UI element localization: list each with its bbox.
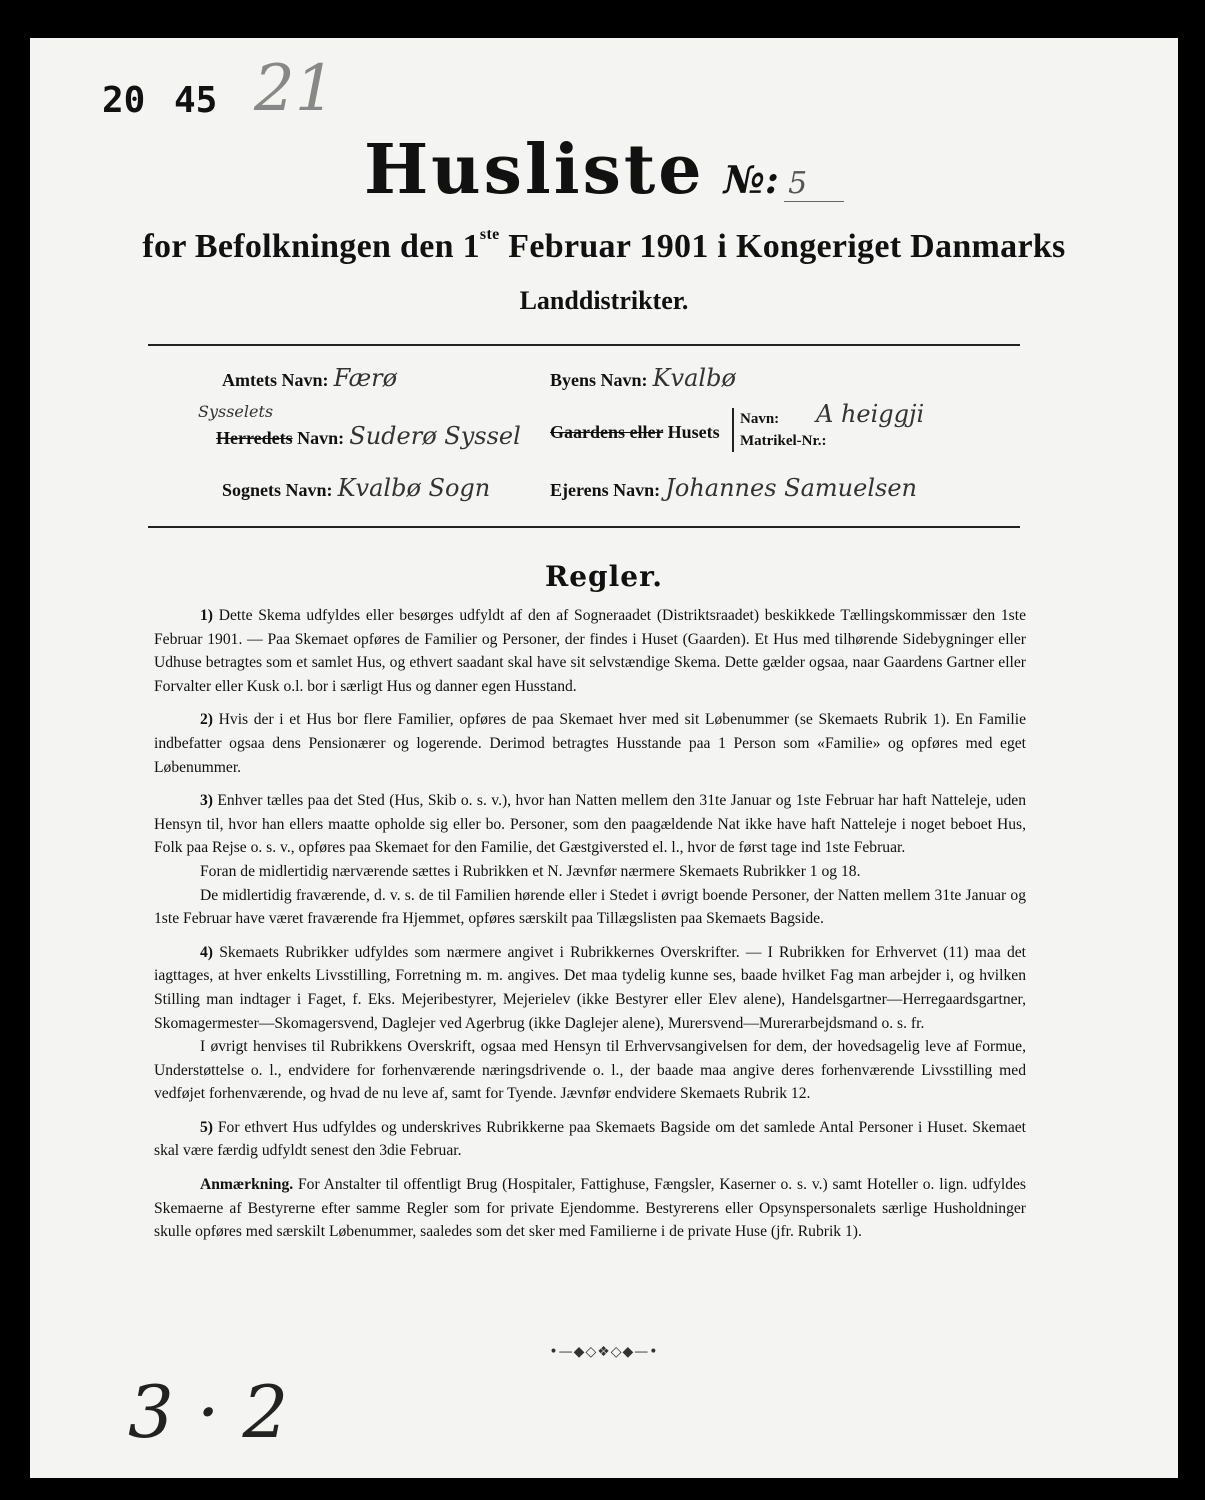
rules-title: Regler. [544, 560, 664, 593]
form-title-row [30, 130, 1178, 210]
by-label: Byens Navn: [550, 370, 648, 390]
handwritten-archive-number: 21 [254, 52, 336, 126]
field-sogn [222, 474, 490, 502]
ejer-value: Johannes Samuelsen [665, 474, 917, 502]
rule-3: 3) Enhver tælles paa det Sted (Hus, Skib o. s. v.), hvor han Natten mellem den 31te Januar og 1ste Februar har haft Natteleje, uden Hensyn til, hvor han ellers maatte opholde sig eller bo. Personer, som den paagældende Nat ikke have haft Natteleje i noget beboet Hus, Folk paa Rejse o. s. v., opføres paa Skemaet for den Familie, det Gæstgiversted el. l., hvor de først tage ind 1ste Februar. [154, 792, 1026, 857]
navn-label: Navn: [740, 411, 780, 427]
herred-label-struck: Herredets [216, 428, 293, 448]
rule-1: 1) Dette Skema udfyldes eller besørges udfyldt af den af Sogneraadet (Distriktsraadet) beskikkede Tællingskommissær den 1ste Februar 1901. — Paa Skemaet opføres de Familier og Personer, der findes i Huset (Gaarden). Et Hus med tilhørende Sidebygninger eller Udhuse betragtes som et samlet Hus, og ethvert saadant skal have sit selvstændige Skema. Dette gælder ogsaa, naar Gaardens Gartner eller Forvalter eller Kusk o.l. bor i særligt Hus og danner egen Husstand. [154, 607, 1026, 695]
herred-overwrite: Sysselets [198, 402, 274, 421]
rule-note: Anmærkning. For Anstalter til offentligt Brug (Hospitaler, Fattighuse, Fængsler, Kaserner o. s. v.) samt Hoteller o. lign. udfyldes Skemaerne af Bestyrerne efter samme Regler som for private Ejendomme. Bestyrerens eller Opsynspersonalets særlige Husholdninger skulle opføres med særskilt Løbenummer, saaledes som det sker med Familierne i de private Huse (jfr. Rubrik 1). [154, 1176, 1026, 1241]
amt-value: Færø [333, 364, 398, 392]
stamp-number-2: 45 [174, 80, 218, 121]
ejer-label: Ejerens Navn: [550, 480, 661, 500]
census-form-page [30, 38, 1178, 1478]
handwritten-bottom-number: 3 · 2 [128, 1370, 289, 1454]
number-label: №: [723, 157, 779, 202]
field-herred [216, 422, 521, 450]
field-by [550, 364, 736, 392]
district-label: Landdistrikter. [519, 286, 689, 315]
subtitle-text-pre: for Befolkningen den 1 [142, 228, 480, 265]
divider-bottom [148, 526, 1020, 528]
rule-3b: Foran de midlertidig nærværende sættes i Rubrikken et N. Jævnfør nærmere Skemaets Rubrikker 1 og 18. [200, 862, 861, 880]
amt-label: Amtets Navn: [222, 370, 329, 390]
form-subtitle [30, 226, 1178, 266]
field-ejer [550, 474, 917, 502]
field-amt [222, 364, 397, 392]
herred-label: Navn: [292, 428, 345, 448]
form-title: Husliste [363, 130, 705, 210]
ornament-divider: •—◆◇❖◇◆—• [549, 1344, 659, 1360]
by-value: Kvalbø [652, 364, 736, 392]
house-number-value: 5 [784, 166, 844, 202]
herred-value: Suderø Syssel [349, 422, 521, 450]
rule-4b: I øvrigt henvises til Rubrikkens Overskrift, ogsaa med Hensyn til Erhvervsangivelsen for dem, der hovedsagelig leve af Formue, Understøttelse o. l., endvidere for forhenværende næringsdrivende o. l., der baade maa angive deres forhenværende Livsstilling med vedføjet forhenværende, og hvad de nu leve af, samt for Tyende. Jævnfør endvidere Skemaets Rubrik 12. [154, 1038, 1026, 1103]
rule-3c: De midlertidig fraværende, d. v. s. de til Familien hørende eller i Stedet i øvrigt boende Personer, der Natten mellem 31te Januar og 1ste Februar have været fraværende fra Hjemmet, opføres særskilt paa Tillægslisten paa Skemaets Bagside. [154, 886, 1026, 928]
sogn-label: Sognets Navn: [222, 480, 333, 500]
husets-bracket [732, 408, 827, 452]
rule-2: 2) Hvis der i et Hus bor flere Familier, opføres de paa Skemaet hver med sit Løbenummer (se Skemaets Rubrik 1). En Familie indbefatter ogsaa dens Pensionærer og logerende. Derimod betragtes Husstande paa 1 Person som «Familie» og opføres med eget Løbenummer. [154, 711, 1026, 776]
husets-label: Husets [663, 422, 720, 442]
sogn-value: Kvalbø Sogn [337, 474, 491, 502]
rules-body [154, 604, 1026, 1244]
stamp-number-1: 20 [102, 80, 146, 121]
matrikel-label: Matrikel-Nr.: [740, 433, 827, 449]
divider-top [148, 344, 1020, 346]
rule-5: 5) For ethvert Hus udfyldes og underskrives Rubrikkerne paa Skemaets Bagside om det samlede Antal Personer i Huset. Skemaet skal være færdig udfyldt senest den 3die Februar. [154, 1118, 1026, 1160]
gaard-label-struck: Gaardens eller [550, 422, 664, 442]
rule-4: 4) Skemaets Rubrikker udfyldes som nærmere angivet i Rubrikkernes Overskrifter. — I Rubrikken for Erhvervet (11) maa det iagttages, at hver enkelts Livsstilling, Forretning m. m. angives. Det maa tydelig kunne ses, baade hvilket Fag man arbejder i, og hvilken Stilling man indtager i Faget, f. Eks. Mejeribestyrer, Mejerielev (ikke Bestyrer eller Elev alene), Handelsgartner—Herregaardsgartner, Skomagermester—Skomagersvend, Daglejer ved Agerbrug (ikke Daglejer alene), Murersvend—Murerarbejdsmand o. s. fr. [154, 943, 1026, 1032]
field-husets [550, 422, 720, 443]
subtitle-text-post: Februar 1901 i Kongeriget Danmarks [499, 228, 1066, 265]
subtitle-superscript: ste [479, 226, 500, 243]
husets-navn-value: A heiggji [816, 400, 925, 428]
